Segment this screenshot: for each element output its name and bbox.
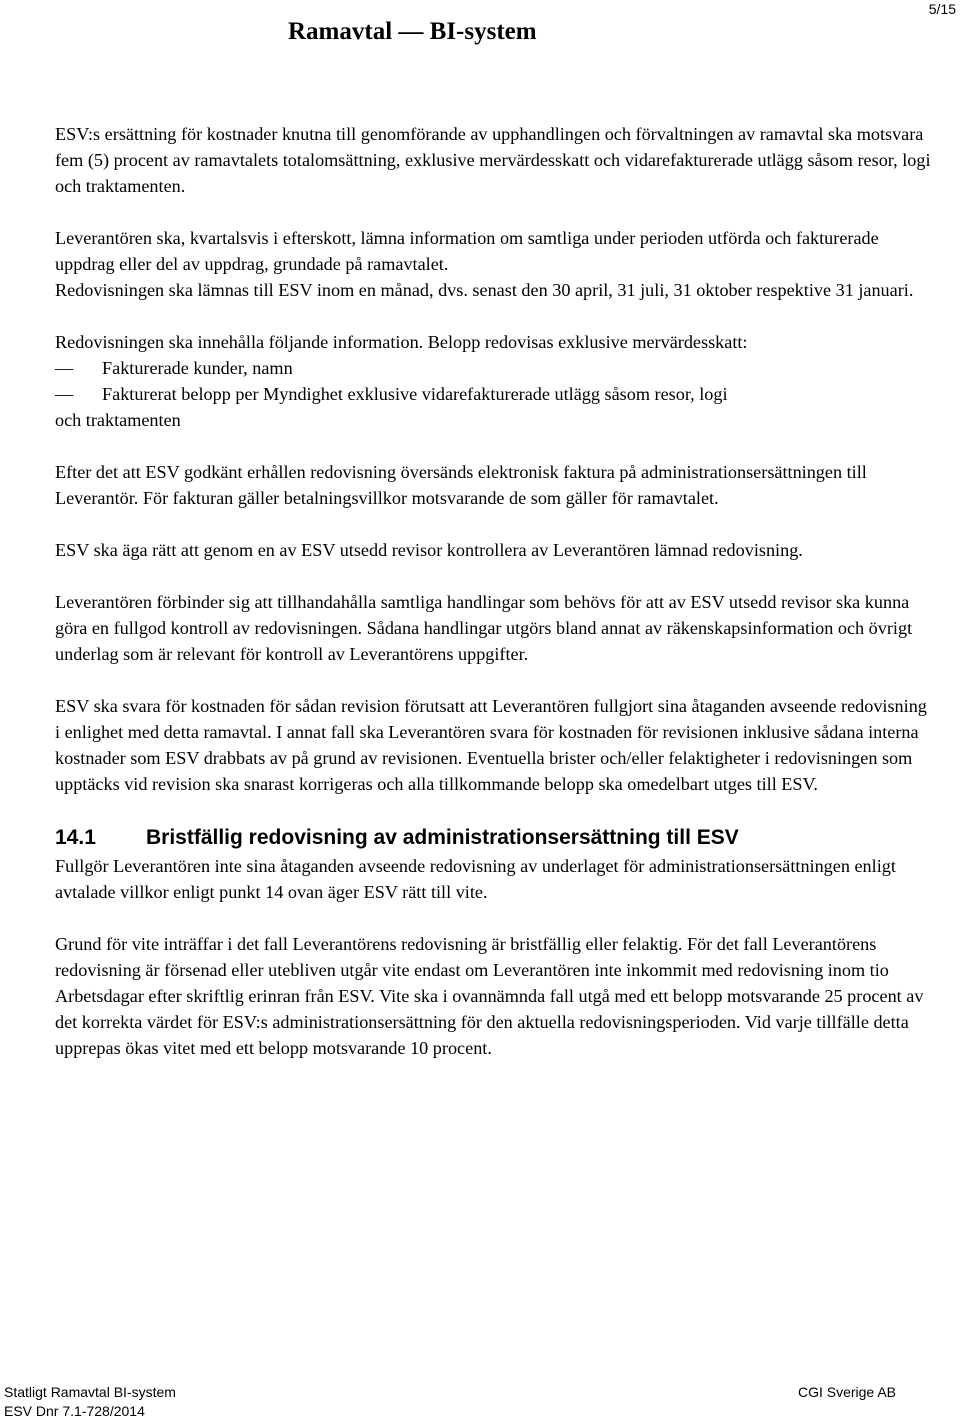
list-item-text: Fakturerade kunder, namn [102,358,293,378]
paragraph-audit-cost: ESV ska svara för kostnaden för sådan revision förutsatt att Leverantören fullgjort sina åtaganden avseende redovisning i enlighet med detta ramavtal. I annat fall ska Leverantören svara för kostnaden för revisionen inklusive sådana interna kostnader som ESV drabbats av på grund av revisionen. Eventuella brister och/eller felaktigheter i redovisningen som upptäcks vid revision ska snarast korrigeras och alla tillkommande belopp ska omedelbart utges till ESV. [55,696,927,794]
document-body [55,121,935,1087]
paragraph-documents: Leverantören förbinder sig att tillhandahålla samtliga handlingar som behövs för att av ESV utsedd revisor ska kunna göra en fullgod kontroll av redovisningen. Sådana handlingar utgörs bland annat av räkenskapsinformation och övrigt underlag som är relevant för kontroll av Leverantörens uppgifter. [55,592,913,664]
dash-bullet-icon: — [55,384,74,404]
section-heading [55,823,935,853]
paragraph-invoice: Efter det att ESV godkänt erhållen redovisning översänds elektronisk faktura på administrationsersättningen till Leverantör. För fakturan gäller betalningsvillkor motsvarande de som gäller för ramavtalet. [55,462,867,508]
footer-case-number: ESV Dnr 7.1-728/2014 [4,1403,145,1419]
footer-left [4,1383,176,1421]
list-item-continuation: och traktamenten [55,410,181,430]
list-item [55,381,935,407]
page-number: 5/15 [928,1,956,17]
section-number: 14.1 [55,826,96,849]
paragraph-reporting-deadline: Redovisningen ska lämnas till ESV inom en månad, dvs. senast den 30 april, 31 juli, 31 oktober respektive 31 januari. [55,280,914,300]
footer-company: CGI Sverige AB [797,1384,896,1400]
list-item [55,355,935,381]
paragraph-compensation: ESV:s ersättning för kostnader knutna till genomförande av upphandlingen och förvaltningen av ramavtal ska motsvara fem (5) procent av ramavtalets totalomsättning, exklusive mervärdesskatt och vidarefakturerade utlägg såsom resor, logi och traktamenten. [55,124,931,196]
dash-bullet-icon: — [55,358,74,378]
section-title: Bristfällig redovisning av administrationsersättning till ESV [146,826,739,849]
document-title: Ramavtal — BI-system [288,18,537,45]
paragraph-report-contents: Redovisningen ska innehålla följande information. Belopp redovisas exklusive mervärdesskatt: [55,332,748,352]
paragraph-penalty-grounds: Grund för vite inträffar i det fall Leverantörens redovisning är bristfällig eller felaktig. För det fall Leverantörens redovisning är försenad eller utebliven utgår vite endast om Leverantören inte inkommit med redovisning inom tio Arbetsdagar efter skriftlig erinran från ESV. Vite ska i ovannämnda fall utgå med ett belopp motsvarande 25 procent av det korrekta värdet för ESV:s administrationsersättning för den aktuella redovisningsperioden. Vid varje tillfälle detta upprepas ökas vitet med ett belopp motsvarande 10 procent. [55,934,924,1058]
paragraph-penalty-right: Fullgör Leverantören inte sina åtaganden avseende redovisning av underlaget för administrationsersättningen enligt avtalade villkor enligt punkt 14 ovan äger ESV rätt till vite. [55,856,896,902]
paragraph-auditor: ESV ska äga rätt att genom en av ESV utsedd revisor kontrollera av Leverantören lämnad redovisning. [55,540,803,560]
paragraph-reporting-info: Leverantören ska, kvartalsvis i efterskott, lämna information om samtliga under perioden utförda och fakturerade uppdrag eller del av uppdrag, grundade på ramavtalet. [55,228,879,274]
footer-agreement-name: Statligt Ramavtal BI-system [4,1384,176,1400]
list-item-text: Fakturerat belopp per Myndighet exklusive vidarefakturerade utlägg såsom resor, logi [102,384,728,404]
